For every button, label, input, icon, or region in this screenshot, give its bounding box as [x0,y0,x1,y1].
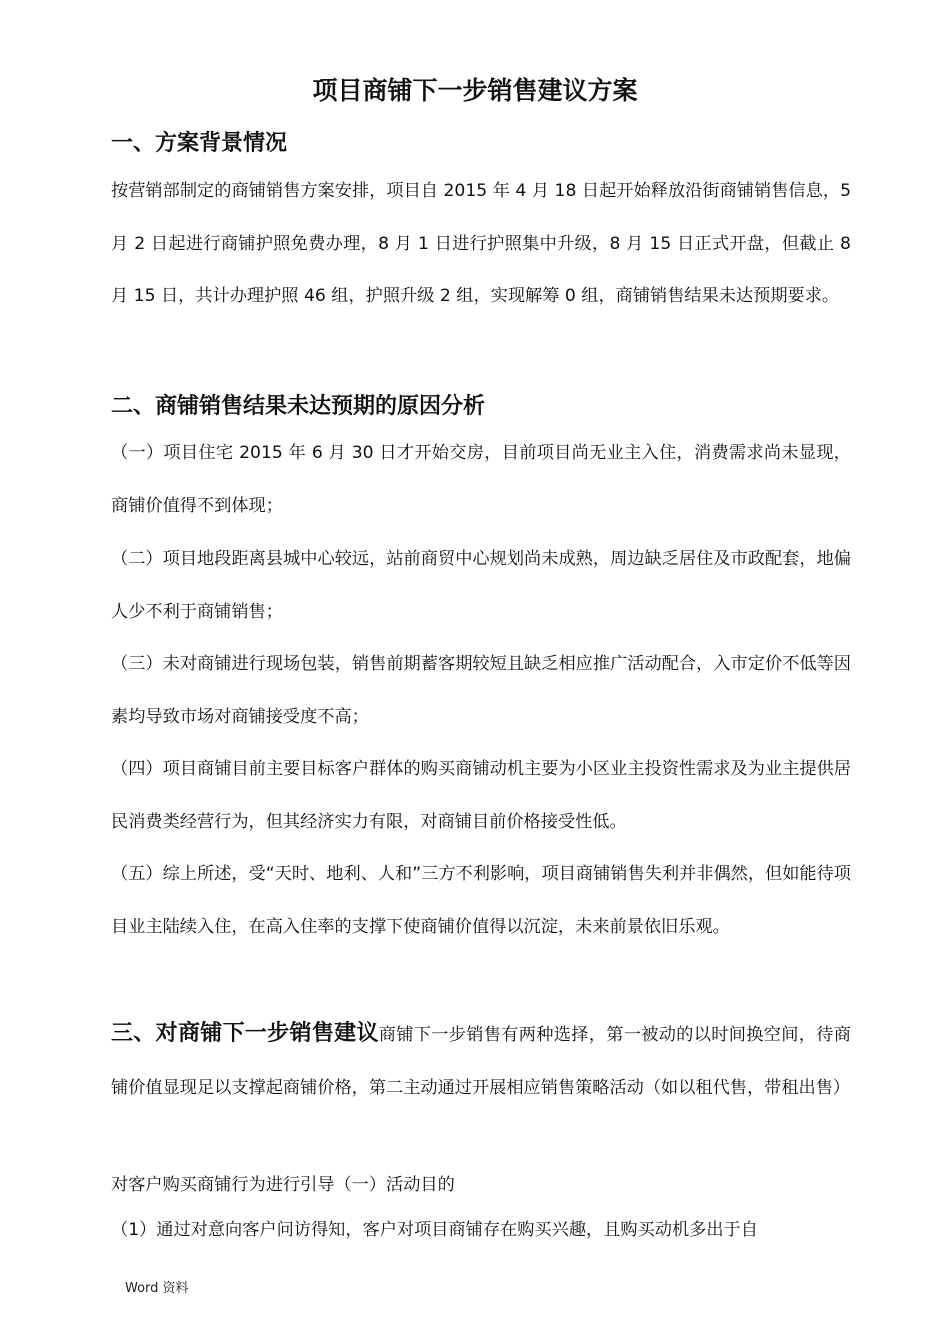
section2-item-4: （四）项目商铺目前主要目标客户群体的购买商铺动机主要为小区业主投资性需求及为业主提供居民消费类经营行为，但其经济实力有限，对商铺目前价格接受性低。 [111,759,851,832]
section1-body: 按营销部制定的商铺销售方案安排，项目自 2015 年 4 月 18 日起开始释放沿街商铺销售信息，5 月 2 日起进行商铺护照免费办理，8 月 1 日进行护照集中升级，8 月 15 日正式开盘，但截止 8 月 15 日，共计办理护照 46 组，护照升级 2 组，实现解筹 0 组，商铺销售结果未达预期要求。 [111,181,851,307]
section3-body: 商铺下一步销售有两种选择，第一被动的以时间换空间，待商铺价值显现足以支撑起商铺价格，第二主动通过开展相应销售策略活动（如以租代售，带租出售） [111,1025,851,1098]
section2-heading: 二、商铺销售结果未达预期的原因分析 [111,394,486,419]
section3-heading: 三、对商铺下一步销售建议 [111,1021,379,1046]
section2-item-2: （二）项目地段距离县城中心较远，站前商贸中心规划尚未成熟，周边缺乏居住及市政配套，地偏人少不利于商铺销售； [111,549,851,622]
section3-paragraph [111,1008,851,1114]
section1-heading: 一、方案背景情况 [111,131,288,156]
document-title: 项目商铺下一步销售建议方案 [312,76,638,105]
section2-item-5: （五）综上所述，受“天时、地利、人和”三方不利影响，项目商铺销售失利并非偶然，但如能待项目业主陆续入住，在高入住率的支撑下使商铺价值得以沉淀，未来前景依旧乐观。 [111,864,851,937]
section3-line-1: 对客户购买商铺行为进行引导（一）活动目的 [111,1175,455,1195]
section2-item-3: （三）未对商铺进行现场包装，销售前期蓄客期较短且缺乏相应推广活动配合，入市定价不低等因素均导致市场对商铺接受度不高； [111,654,851,727]
section2-item-1: （一）项目住宅 2015 年 6 月 30 日才开始交房，目前项目尚无业主入住，消费需求尚未显现，商铺价值得不到体现； [111,443,851,516]
footer-label: Word 资料 [125,1281,189,1296]
section3-line-2: （1）通过对意向客户问访得知，客户对项目商铺存在购买兴趣，且购买动机多出于自 [111,1220,758,1240]
